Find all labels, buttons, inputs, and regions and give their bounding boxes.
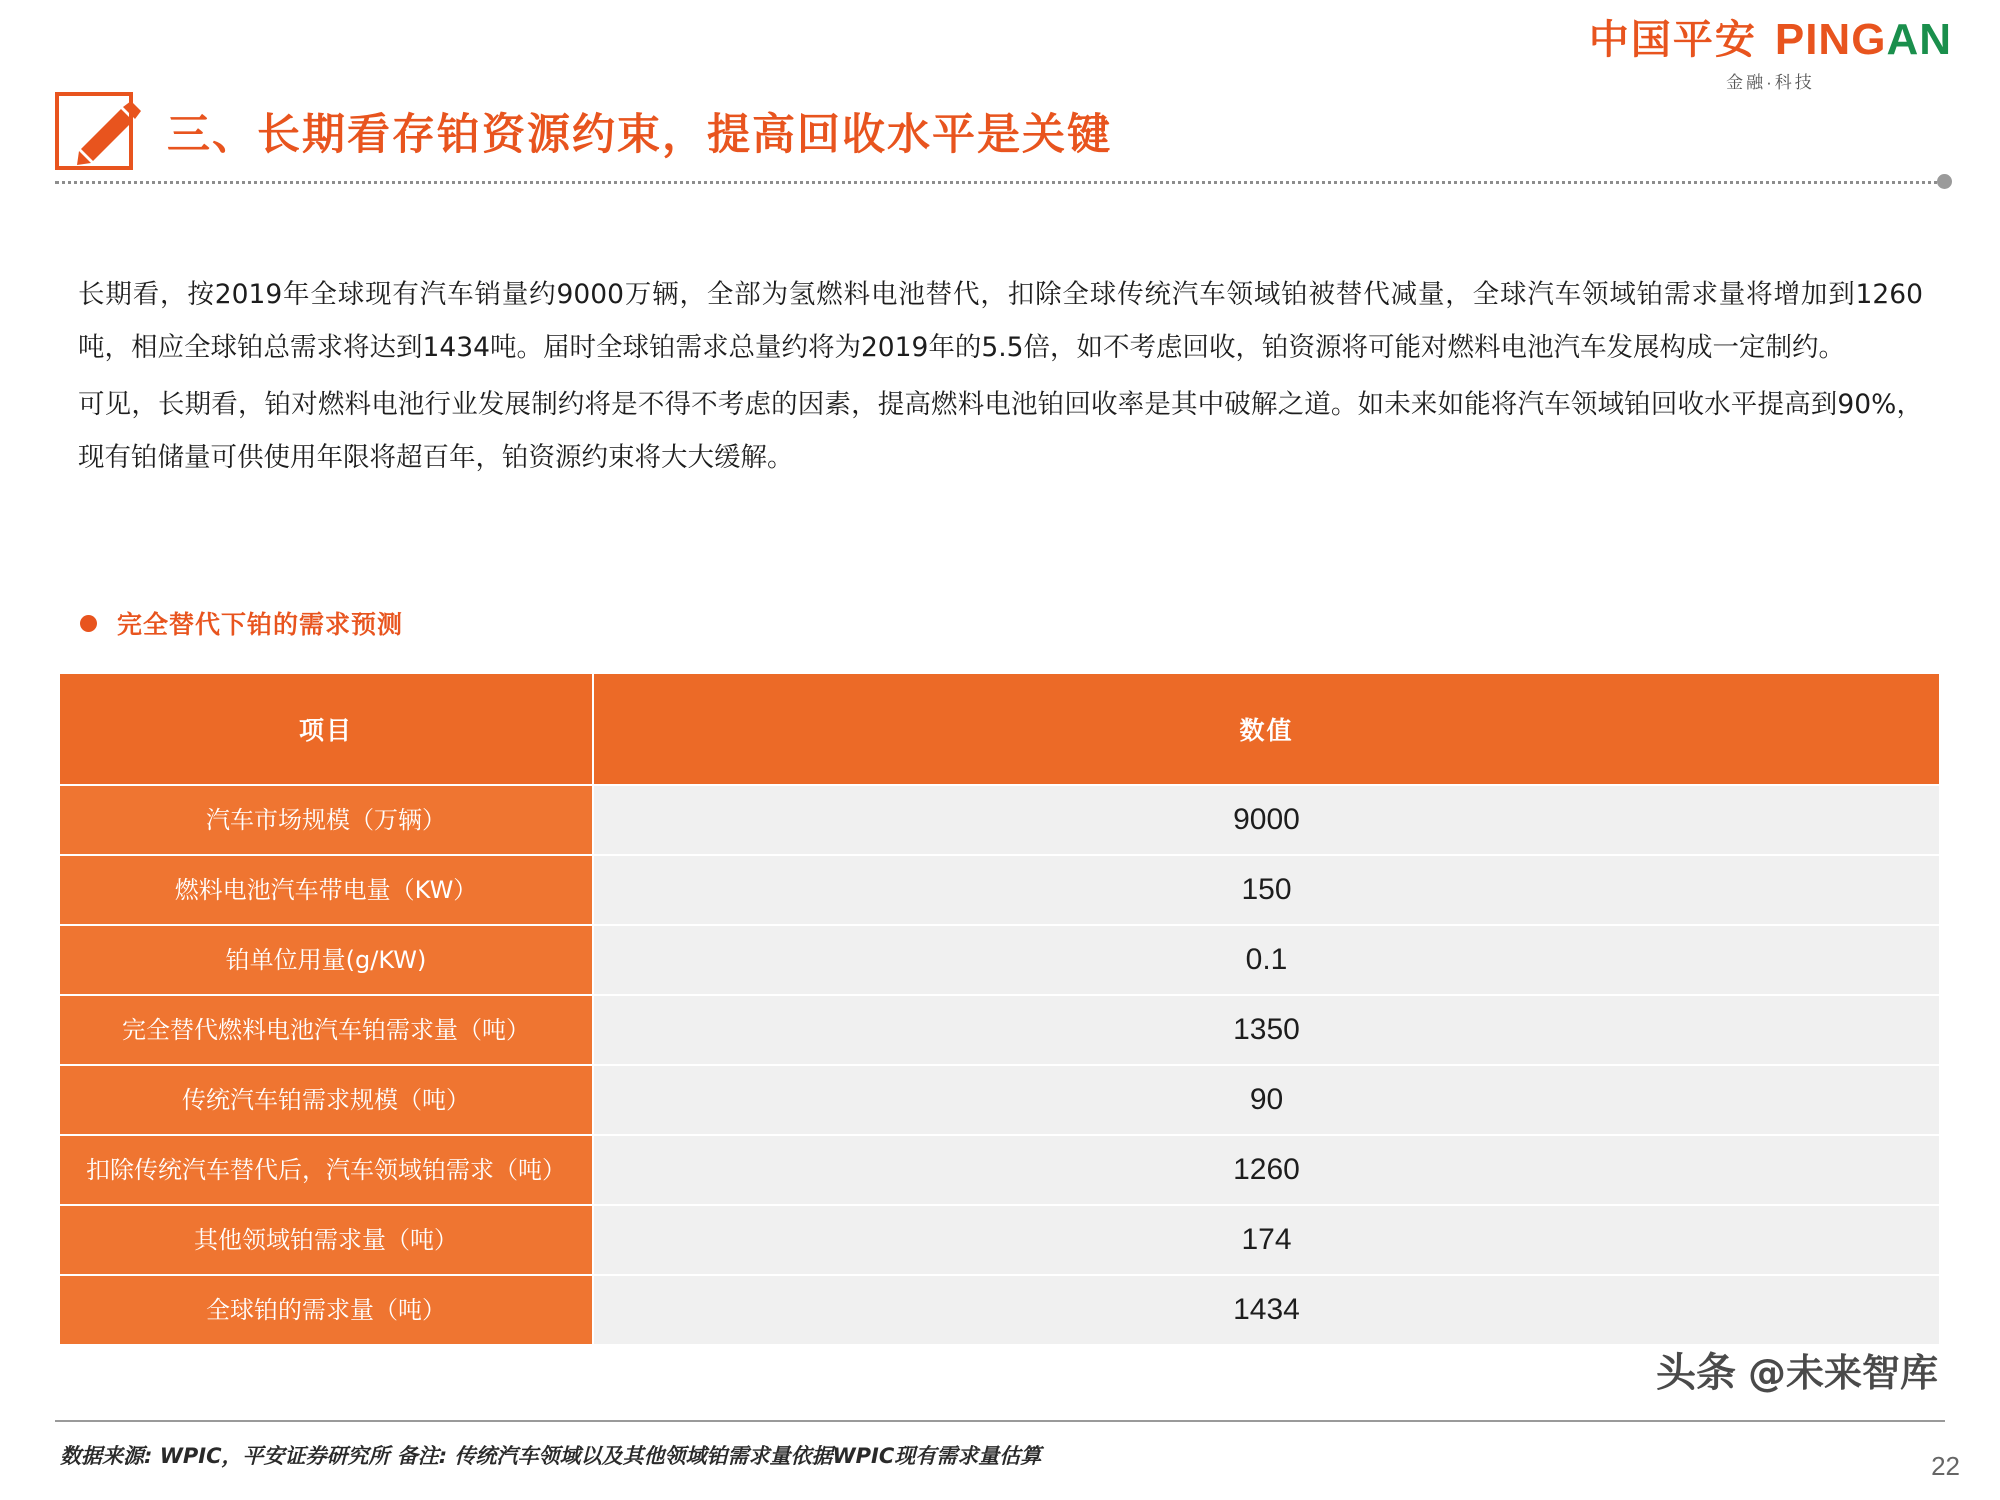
table-cell-value: 1434	[593, 1275, 1940, 1345]
page-title: 三、长期看存铂资源约束，提高回收水平是关键	[167, 109, 1112, 160]
brand-english-an: AN	[1886, 15, 1952, 64]
table-header	[59, 673, 1940, 785]
brand-chinese-name: 中国平安	[1588, 17, 1757, 63]
table-row	[59, 855, 1940, 925]
table-cell-value: 150	[593, 855, 1940, 925]
watermark	[1656, 1341, 1938, 1398]
table-cell-value: 9000	[593, 785, 1940, 855]
table-body	[59, 785, 1940, 1345]
table-row	[59, 785, 1940, 855]
section-heading	[80, 605, 403, 641]
brand-row	[1588, 15, 1952, 64]
body-text-block	[78, 268, 1923, 488]
table-row	[59, 1065, 1940, 1135]
table-cell-value: 90	[593, 1065, 1940, 1135]
table-cell-label: 铂单位用量(g/KW)	[59, 925, 593, 995]
table-header-item: 项目	[59, 673, 593, 785]
table-header-value: 数值	[593, 673, 1940, 785]
platinum-demand-table	[58, 672, 1941, 1346]
table-cell-value: 0.1	[593, 925, 1940, 995]
bullet-icon	[80, 615, 97, 632]
brand-english-ping: PING	[1774, 15, 1887, 64]
table-row	[59, 1275, 1940, 1345]
page-title-block	[55, 92, 1112, 170]
watermark-handle: @未来智库	[1747, 1351, 1938, 1395]
table-cell-label: 传统汽车铂需求规模（吨）	[59, 1065, 593, 1135]
body-paragraph-1: 长期看，按2019年全球现有汽车销量约9000万辆，全部为氢燃料电池替代，扣除全球传统汽车领域铂被替代减量，全球汽车领域铂需求量将增加到1260吨，相应全球铂总需求将达到1434吨。届时全球铂需求总量约将为2019年的5.5倍，如不考虑回收，铂资源将可能对燃料电池汽车发展构成一定制约。	[78, 279, 1923, 363]
table-cell-label: 扣除传统汽车替代后，汽车领域铂需求（吨）	[59, 1135, 593, 1205]
table-cell-label: 汽车市场规模（万辆）	[59, 785, 593, 855]
brand-english-name	[1774, 15, 1952, 64]
table-cell-value: 174	[593, 1205, 1940, 1275]
table-cell-label: 其他领域铂需求量（吨）	[59, 1205, 593, 1275]
footer-divider	[55, 1420, 1945, 1422]
table-cell-label: 全球铂的需求量（吨）	[59, 1275, 593, 1345]
table-row	[59, 1135, 1940, 1205]
brand-logo	[1588, 15, 1952, 92]
table-header-row	[59, 673, 1940, 785]
source-note: 数据来源: WPIC，平安证券研究所 备注: 传统汽车领域以及其他领域铂需求量依据WPIC现有需求量估算	[60, 1444, 1042, 1468]
table-row	[59, 1205, 1940, 1275]
page-number: 22	[1931, 1451, 1960, 1481]
watermark-prefix: 头条	[1655, 1350, 1736, 1396]
table-row	[59, 995, 1940, 1065]
table-cell-value: 1260	[593, 1135, 1940, 1205]
pencil-edit-icon-svg	[65, 87, 151, 173]
table-cell-label: 完全替代燃料电池汽车铂需求量（吨）	[59, 995, 593, 1065]
table-row	[59, 925, 1940, 995]
header-divider	[55, 181, 1945, 187]
pencil-edit-icon	[55, 92, 133, 170]
brand-tagline: 金融·科技	[1726, 73, 1815, 92]
table-cell-value: 1350	[593, 995, 1940, 1065]
table-cell-label: 燃料电池汽车带电量（KW）	[59, 855, 593, 925]
header-divider-dot	[1937, 174, 1952, 189]
body-paragraph-2: 可见，长期看，铂对燃料电池行业发展制约将是不得不考虑的因素，提高燃料电池铂回收率是其中破解之道。如未来如能将汽车领域铂回收水平提高到90%，现有铂储量可供使用年限将超百年，铂资源约束将大大缓解。	[78, 389, 1923, 473]
section-heading-label: 完全替代下铂的需求预测	[117, 610, 404, 639]
